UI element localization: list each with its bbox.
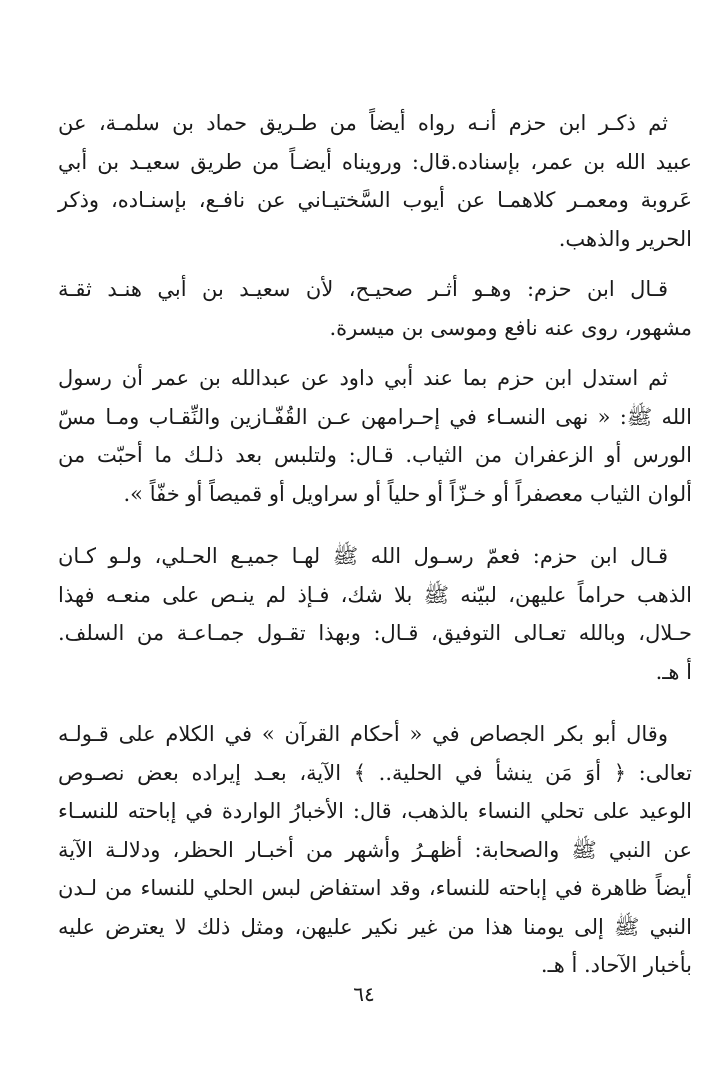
text-line: الورس أو الزعفران من الثياب. قـال: ولتلبس بعد ذلـك ما أحبّت من [58, 443, 692, 467]
paragraph-4 [58, 537, 692, 691]
text-line: قـال ابن حزم: وهـو أثـر صحيـح، لأن سعيـد بن أبي هنـد ثقـة [58, 277, 668, 301]
page-number: ٦٤ [353, 982, 375, 1006]
text-line: حـلال، وبالله تعـالى التوفيق، قـال: وبهذا تقـول جمـاعـة من السلف. [58, 621, 692, 645]
text-line: الوعيد على تحلي النساء بالذهب، قال: الأخبارُ الواردة في إباحته للنسـاء [58, 799, 692, 823]
text-line: أ هـ. [655, 659, 692, 684]
text-line: أيضاً ظاهرة في إباحته للنساء، وقد استفاض لبس الحلي للنساء من لـدن [58, 876, 692, 900]
paragraph-2 [58, 270, 692, 347]
text-line: عَروبة ومعمـر كلاهمـا عن أيوب السَّختيـاني عن نافـع، بإسنـاده، وذكر [58, 188, 692, 212]
text-line: الحرير والذهب. [558, 226, 692, 251]
text-line: تعالى: ﴿ أوَ مَن ينشأ في الحلية.. ﴾ الآية، بعـد إيراده بعض نصـوص [58, 760, 692, 785]
text-line: بأخبار الآحاد. أ هـ. [540, 953, 692, 977]
text-line: مشهور، روى عنه نافع وموسى بن ميسرة. [329, 315, 692, 340]
body-text [58, 104, 692, 997]
text-line: ألوان الثياب معصفراً أو خـزّاً أو حلياً أو سراويل أو قميصاً أو خفّاً ». [123, 481, 692, 506]
paragraph-1 [58, 104, 692, 258]
text-line: الذهب حراماً عليهن، لبيّنه ﷺ بلا شك، فـإذ لم ينـص على منعـه فهذا [58, 582, 692, 607]
text-line: وقال أبو بكر الجصاص في « أحكام القرآن » في الكلام على قـولـه [58, 722, 668, 746]
text-line: عبيد الله بن عمر، بإسناده.قال: ورويناه أيضـاً من طريق سعيـد بن أبي [58, 149, 692, 174]
text-line: الله ﷺ: « نهى النسـاء في إحـرامهن عـن القُفّـازين والنِّقـاب ومـا مسّ [58, 404, 692, 429]
text-line: عن النبي ﷺ والصحابة: أظهـرُ وأشهر من أخبـار الحظر، ودلالـة الآية [58, 837, 692, 862]
text-line: النبي ﷺ إلى يومنا هذا من غير نكير عليهن، ومثل ذلك لا يعترض عليه [58, 914, 692, 939]
paragraph-5 [58, 715, 692, 985]
text-line: ثم ذكـر ابن حزم أنـه رواه أيضاً من طـريق حماد بن سلمـة، عن [58, 111, 668, 135]
paragraph-3 [58, 359, 692, 513]
text-line: قـال ابن حزم: فعمّ رسـول الله ﷺ لهـا جميـع الحـلي، ولـو كـان [58, 544, 668, 568]
text-line: ثم استدل ابن حزم بما عند أبي داود عن عبدالله بن عمر أن رسول [58, 366, 668, 390]
